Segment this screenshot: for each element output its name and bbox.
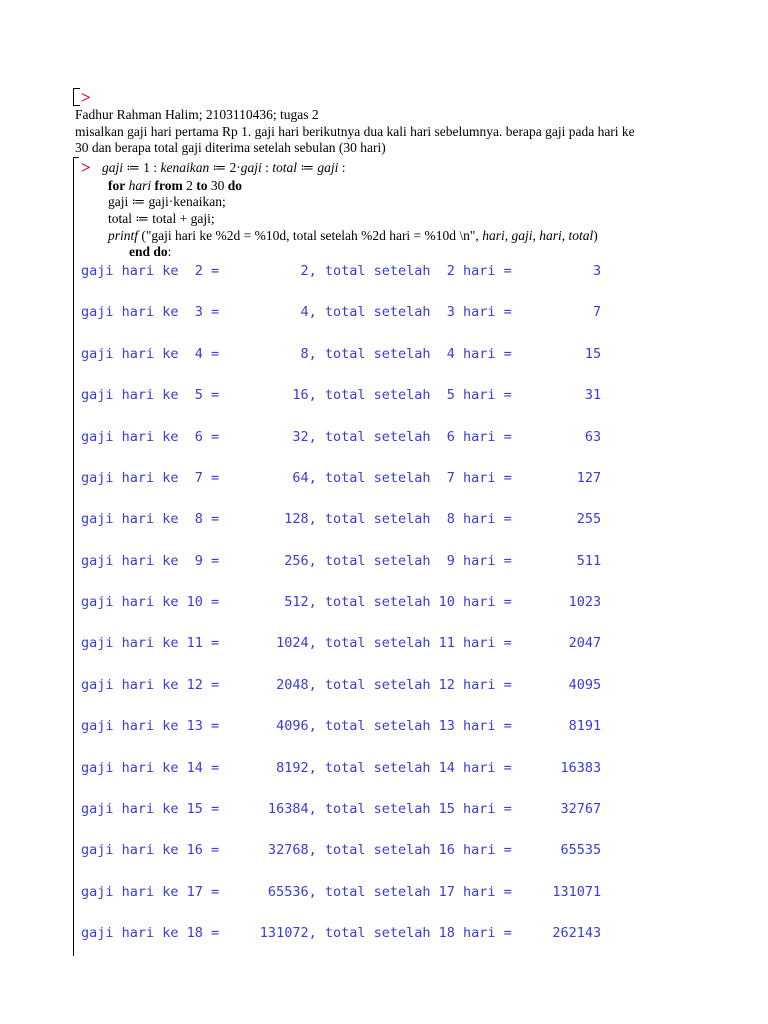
code-keyword: end do xyxy=(129,244,168,259)
input-prompt-symbol[interactable]: > xyxy=(81,88,91,107)
output-line: gaji hari ke 13 = 4096, total setelah 13 hari = 8191 xyxy=(81,718,602,735)
execution-group-bracket-top xyxy=(73,88,80,106)
input-prompt-symbol[interactable]: > xyxy=(81,158,91,177)
code-keyword: do xyxy=(227,178,243,193)
code-token: : xyxy=(338,160,346,175)
code-token: : xyxy=(167,244,172,259)
author-text[interactable]: Fadhur Rahman Halim; 2103110436; tugas 2 xyxy=(75,107,319,122)
output-line: gaji hari ke 10 = 512, total setelah 10 hari = 1023 xyxy=(81,594,602,610)
code-line-gaji-update[interactable]: gaji ≔ gaji·kenaikan; xyxy=(108,194,226,209)
output-line: gaji hari ke 15 = 16384, total setelah 15 hari = 32767 xyxy=(81,800,602,817)
code-token: 30 xyxy=(210,178,225,193)
code-token: ≔ xyxy=(297,160,318,175)
code-keyword: to xyxy=(196,178,208,193)
code-token: ≔ 1 : xyxy=(123,160,161,175)
output-line: gaji hari ke 17 = 65536, total setelah 17 hari = 131071 xyxy=(81,883,602,900)
code-line-end-do[interactable] xyxy=(129,244,171,260)
output-line: gaji hari ke 6 = 32, total setelah 6 hari = 63 xyxy=(81,428,602,445)
code-line-total-update[interactable]: total ≔ total + gaji; xyxy=(108,211,215,226)
code-token: kenaikan xyxy=(160,160,210,175)
output-line: gaji hari ke 7 = 64, total setelah 7 hari = 127 xyxy=(81,469,602,486)
code-keyword: for xyxy=(108,178,126,193)
code-keyword: from xyxy=(154,178,183,193)
code-line-for[interactable] xyxy=(108,178,242,194)
output-line: gaji hari ke 11 = 1024, total setelah 11 hari = 2047 xyxy=(81,635,602,652)
output-line: gaji hari ke 12 = 2048, total setelah 12 hari = 4095 xyxy=(81,676,602,693)
code-token: total xyxy=(272,160,298,175)
code-token: 2 xyxy=(186,178,193,193)
code-token: ≔ 2· xyxy=(209,160,241,175)
output-line: gaji hari ke 18 = 131072, total setelah 18 hari = 262143 xyxy=(81,925,602,941)
code-token: : xyxy=(261,160,273,175)
output-line: gaji hari ke 9 = 256, total setelah 9 hari = 511 xyxy=(81,552,602,569)
code-token: printf xyxy=(108,228,139,243)
output-line: gaji hari ke 16 = 32768, total setelah 16 hari = 65535 xyxy=(81,842,602,859)
output-line: gaji hari ke 2 = 2, total setelah 2 hari = 3 xyxy=(81,263,602,279)
output-line: gaji hari ke 5 = 16, total setelah 5 hari = 31 xyxy=(81,387,602,404)
code-token: ("gaji hari ke %2d = %10d, total setelah %2d hari = %10d \n", xyxy=(138,228,483,243)
code-line-printf[interactable] xyxy=(108,228,598,244)
code-token: gaji xyxy=(317,160,339,175)
code-token: hari, gaji, hari, total xyxy=(482,228,594,243)
output-line: gaji hari ke 8 = 128, total setelah 8 hari = 255 xyxy=(81,511,602,528)
execution-group-bracket[interactable] xyxy=(73,157,79,956)
question-text-line-2[interactable]: 30 dan berapa total gaji diterima setelah sebulan (30 hari) xyxy=(75,140,386,155)
code-line-init[interactable] xyxy=(102,160,345,176)
output-line: gaji hari ke 4 = 8, total setelah 4 hari = 15 xyxy=(81,345,602,362)
output-line: gaji hari ke 3 = 4, total setelah 3 hari = 7 xyxy=(81,304,602,321)
code-token: hari xyxy=(128,178,152,193)
code-token: gaji xyxy=(240,160,262,175)
question-text-line-1[interactable]: misalkan gaji hari pertama Rp 1. gaji hari berikutnya dua kali hari sebelumnya. berapa gaji pada hari ke xyxy=(75,124,635,139)
output-line: gaji hari ke 14 = 8192, total setelah 14 hari = 16383 xyxy=(81,759,602,776)
code-token: ) xyxy=(593,228,598,243)
code-token: gaji xyxy=(102,160,124,175)
